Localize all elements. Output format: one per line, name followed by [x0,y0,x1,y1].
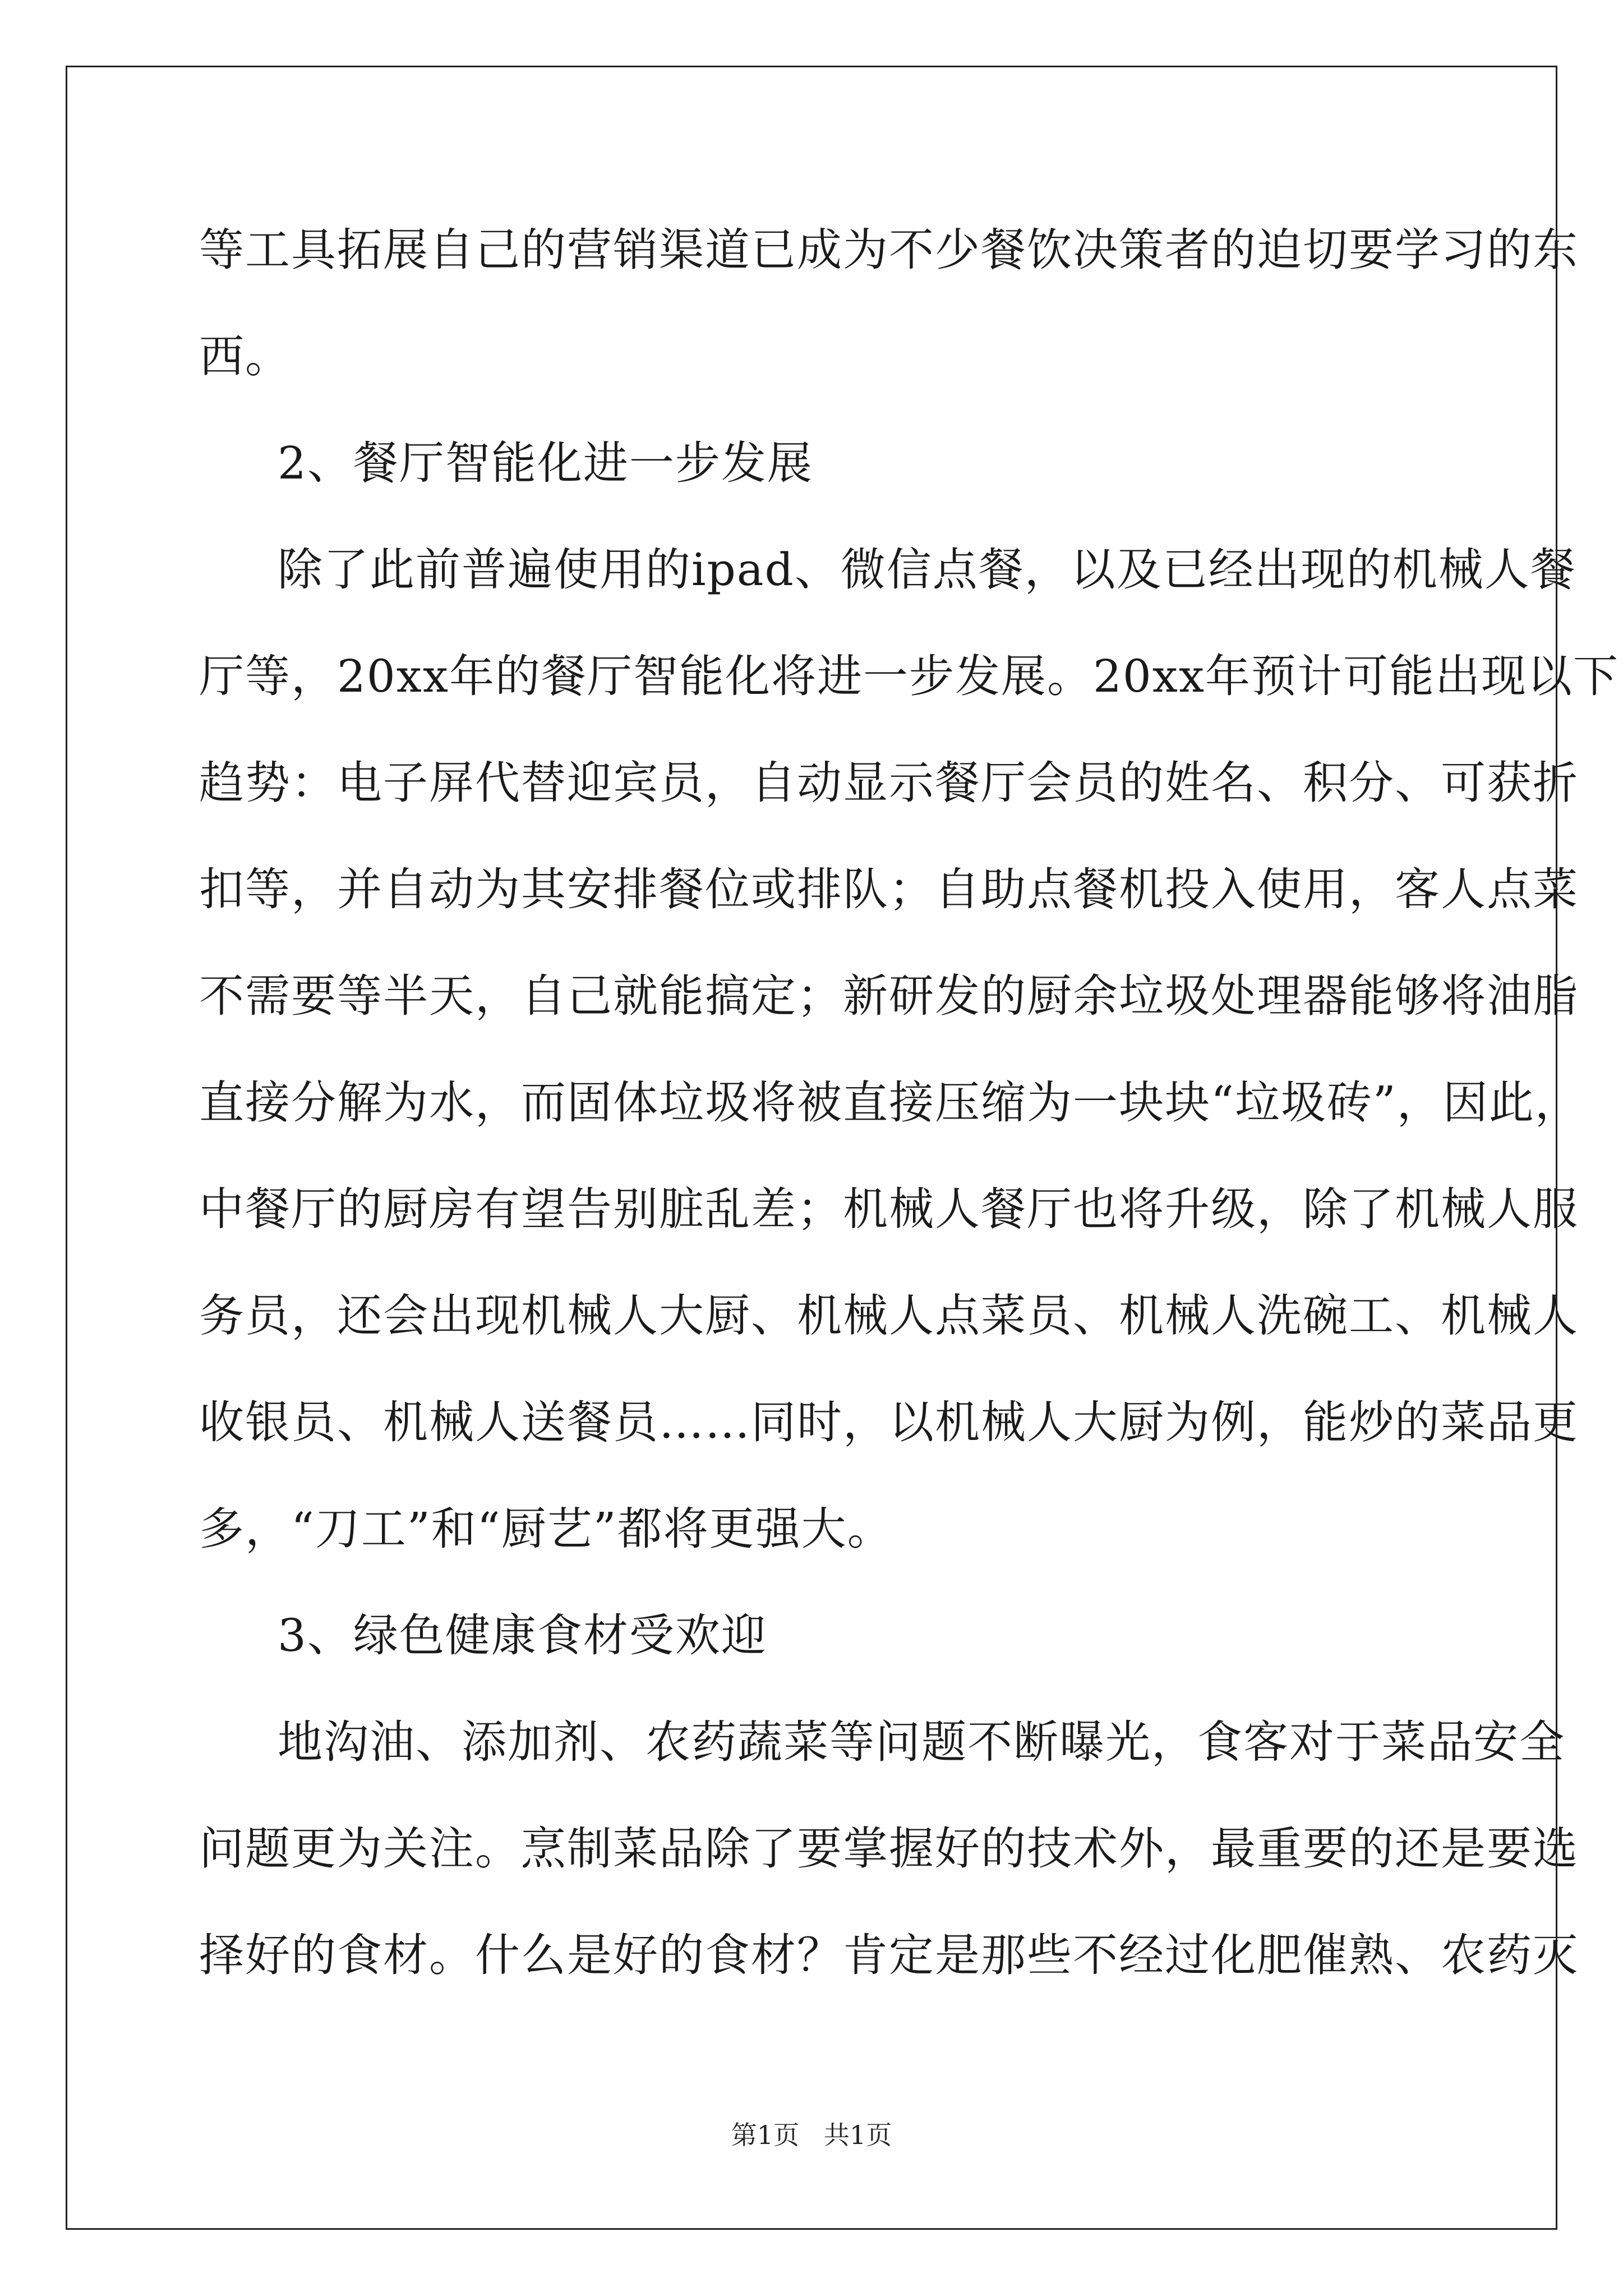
section-heading: 3、绿色健康食材受欢迎 [278,1609,767,1662]
body-line: 择好的食材。什么是好的食材？肯定是那些不经过化肥催熟、农药灭 [199,1929,1579,1981]
body-line: 趋势：电子屏代替迎宾员，自动显示餐厅会员的姓名、积分、可获折 [199,757,1579,809]
body-line: 除了此前普遍使用的ipad、微信点餐，以及已经出现的机械人餐 [278,544,1576,596]
page-frame [66,66,1557,2230]
body-line: 多，“刀工”和“厨艺”都将更强大。 [199,1503,893,1555]
body-line: 等工具拓展自己的营销渠道已成为不少餐饮决策者的迫切要学习的东 [199,224,1579,276]
body-line: 收银员、机械人送餐员……同时，以机械人大厨为例，能炒的菜品更 [199,1396,1579,1448]
body-line: 扣等，并自动为其安排餐位或排队；自助点餐机投入使用，客人点菜 [199,863,1579,915]
body-line: 厅等，20xx年的餐厅智能化将进一步发展。20xx年预计可能出现以下 [199,650,1620,702]
body-line: 问题更为关注。烹制菜品除了要掌握好的技术外，最重要的还是要选 [199,1823,1579,1875]
body-line: 直接分解为水，而固体垃圾将被直接压缩为一块块“垃圾砖”，因此， [199,1076,1581,1129]
body-line: 务员，还会出现机械人大厨、机械人点菜员、机械人洗碗工、机械人 [199,1290,1579,1342]
body-line: 不需要等半天，自己就能搞定；新研发的厨余垃圾处理器能够将油脂 [199,970,1579,1022]
section-heading: 2、餐厅智能化进一步发展 [278,437,813,489]
body-line: 西。 [199,330,291,383]
page-number-footer: 第1页 共1页 [731,2120,892,2150]
body-line: 中餐厅的厨房有望告别脏乱差；机械人餐厅也将升级，除了机械人服 [199,1183,1579,1235]
body-line: 地沟油、添加剂、农药蔬菜等问题不断曝光，食客对于菜品安全 [278,1716,1565,1768]
